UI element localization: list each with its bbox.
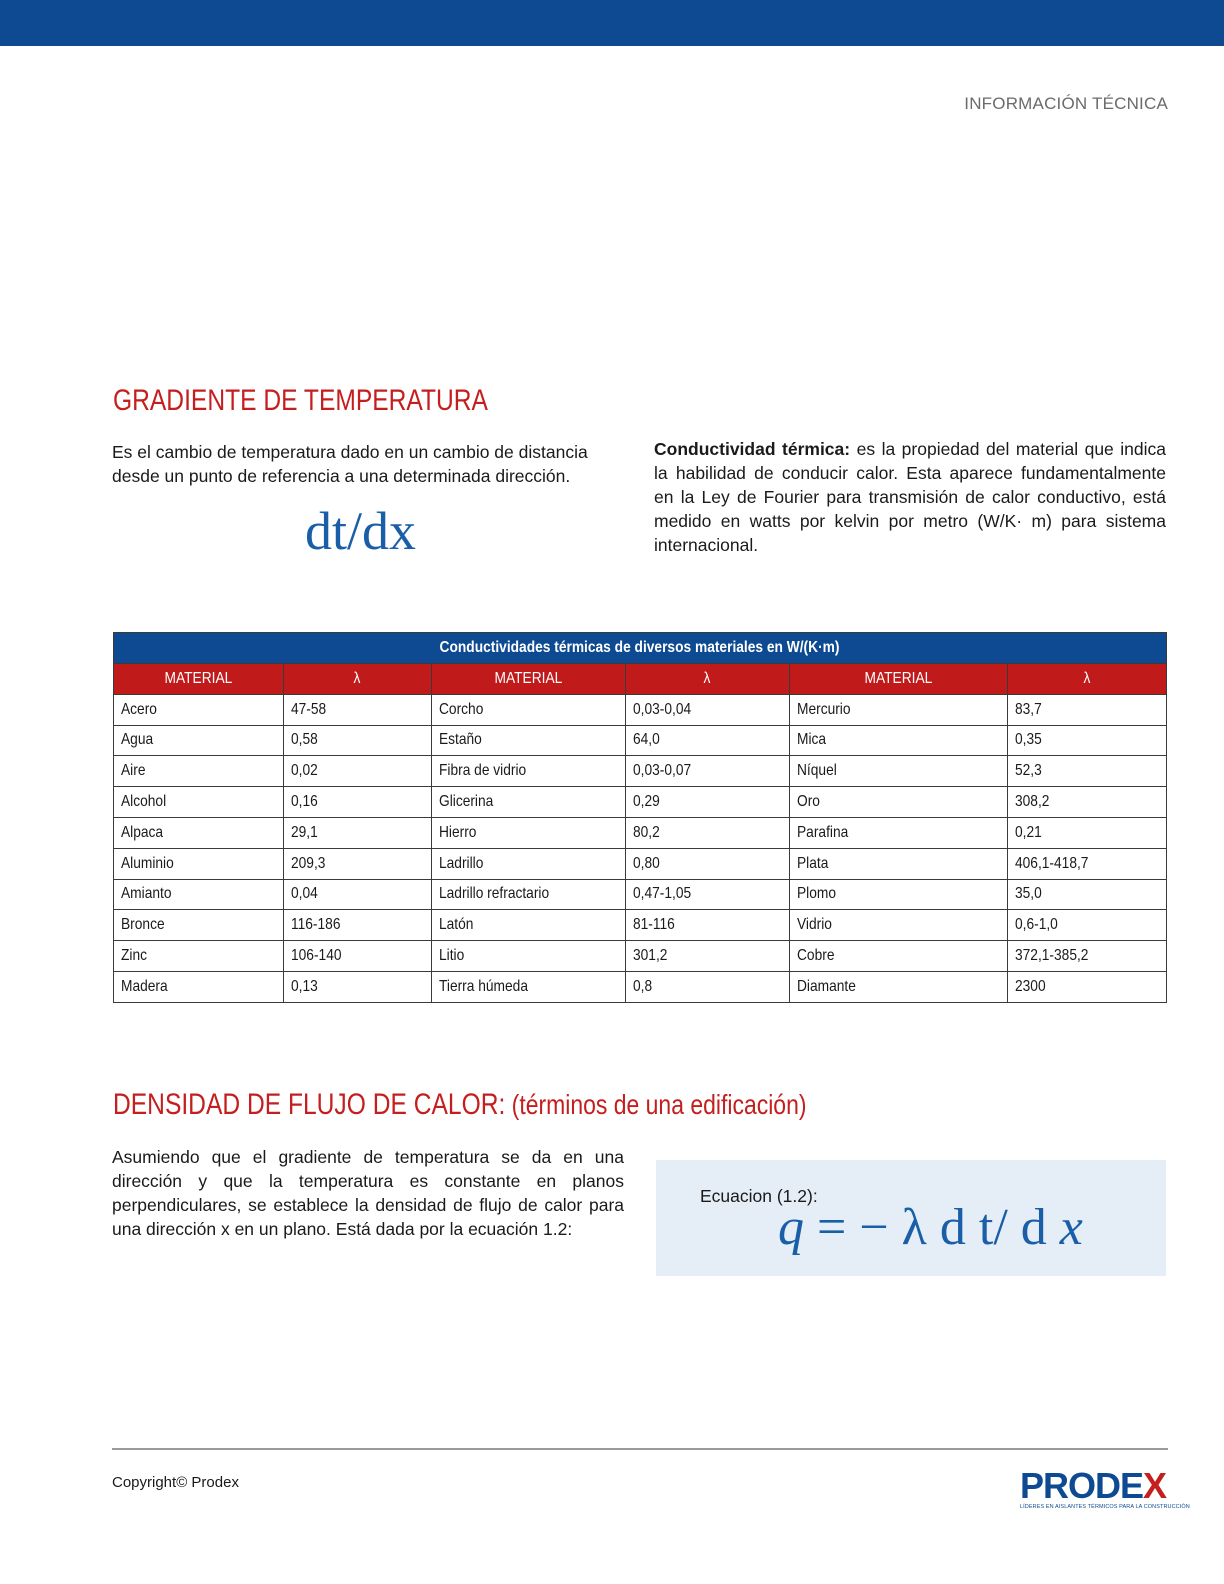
table-row	[114, 971, 1167, 1002]
material-cell: Níquel	[790, 756, 1008, 787]
table-row	[114, 817, 1167, 848]
material-cell: Aire	[114, 756, 284, 787]
copyright: Copyright© Prodex	[112, 1474, 239, 1491]
table-title: Conductividades térmicas de diversos materiales en W/(K·m)	[114, 633, 1167, 664]
material-cell: Hierro	[431, 817, 625, 848]
material-cell: Ladrillo	[431, 848, 625, 879]
material-cell: Alpaca	[114, 817, 284, 848]
conductivity-paragraph	[654, 437, 1166, 557]
lambda-cell: 0,04	[283, 879, 431, 910]
material-cell: Latón	[431, 910, 625, 941]
table-row	[114, 848, 1167, 879]
material-cell: Amianto	[114, 879, 284, 910]
section-title-densidad	[113, 1088, 806, 1122]
lambda-cell: 0,35	[1008, 725, 1167, 756]
gradient-formula: dt/dx	[305, 501, 417, 561]
lambda-cell: 0,29	[625, 787, 790, 818]
lambda-cell: 35,0	[1008, 879, 1167, 910]
prodex-logo	[1020, 1465, 1190, 1520]
column-header: λ	[1008, 664, 1167, 695]
table-row	[114, 941, 1167, 972]
lambda-cell: 2300	[1008, 971, 1167, 1002]
material-cell: Estaño	[431, 725, 625, 756]
column-header: MATERIAL	[431, 664, 625, 695]
material-cell: Litio	[431, 941, 625, 972]
material-cell: Ladrillo refractario	[431, 879, 625, 910]
conductivity-term: Conductividad térmica:	[654, 439, 851, 459]
lambda-cell: 81-116	[625, 910, 790, 941]
logo-wordmark: PRODEX	[1020, 1465, 1167, 1506]
table-header-row	[114, 664, 1167, 695]
lambda-cell: 372,1-385,2	[1008, 941, 1167, 972]
material-cell: Cobre	[790, 941, 1008, 972]
table-row	[114, 694, 1167, 725]
lambda-cell: 0,03-0,04	[625, 694, 790, 725]
lambda-cell: 64,0	[625, 725, 790, 756]
footer-divider	[112, 1448, 1168, 1450]
equation-label: Ecuacion (1.2):	[700, 1186, 818, 1206]
column-header: λ	[283, 664, 431, 695]
lambda-cell: 0,21	[1008, 817, 1167, 848]
column-header: MATERIAL	[114, 664, 284, 695]
densidad-title: DENSIDAD DE FLUJO DE CALOR:	[113, 1088, 506, 1121]
material-cell: Mica	[790, 725, 1008, 756]
header-label: INFORMACIÓN TÉCNICA	[964, 94, 1168, 113]
lambda-cell: 0,03-0,07	[625, 756, 790, 787]
lambda-cell: 0,16	[283, 787, 431, 818]
table-row	[114, 725, 1167, 756]
eq-q: q	[778, 1199, 804, 1256]
lambda-cell: 209,3	[283, 848, 431, 879]
top-banner	[0, 0, 1224, 46]
gradient-paragraph: Es el cambio de temperatura dado en un cambio de distancia desde un punto de referencia a una determinada dirección.	[112, 442, 588, 486]
conductivity-table	[113, 632, 1167, 1003]
lambda-cell: 0,13	[283, 971, 431, 1002]
column-header: λ	[625, 664, 790, 695]
material-cell: Vidrio	[790, 910, 1008, 941]
lambda-cell: 0,8	[625, 971, 790, 1002]
material-cell: Parafina	[790, 817, 1008, 848]
lambda-cell: 80,2	[625, 817, 790, 848]
material-cell: Bronce	[114, 910, 284, 941]
lambda-cell: 406,1-418,7	[1008, 848, 1167, 879]
equation-formula: q = − λ d t/ d x	[778, 1199, 1083, 1256]
material-cell: Mercurio	[790, 694, 1008, 725]
equation-box	[656, 1160, 1166, 1276]
lambda-cell: 0,80	[625, 848, 790, 879]
conductivity-definition: es la propiedad del material que indica la habilidad de conducir calor. Esta aparece fundamentalmente en la Ley de Fourier para transmisión de calor conductivo, está medido en watts por kelvin por metro (W/K· m) para sistema internacional.	[654, 439, 1166, 555]
lambda-cell: 83,7	[1008, 694, 1167, 725]
material-cell: Plata	[790, 848, 1008, 879]
flux-paragraph: Asumiendo que el gradiente de temperatura se da en una dirección y que la temperatura es constante en planos perpendiculares, se establece la densidad de flujo de calor para una dirección x en un plano. Está dada por la ecuación 1.2:	[112, 1147, 624, 1239]
lambda-cell: 308,2	[1008, 787, 1167, 818]
lambda-cell: 106-140	[283, 941, 431, 972]
material-cell: Zinc	[114, 941, 284, 972]
lambda-cell: 52,3	[1008, 756, 1167, 787]
material-cell: Agua	[114, 725, 284, 756]
logo-tagline: LÍDERES EN AISLANTES TÉRMICOS PARA LA CONSTRUCCIÓN	[1020, 1504, 1190, 1510]
lambda-cell: 0,58	[283, 725, 431, 756]
material-cell: Diamante	[790, 971, 1008, 1002]
material-cell: Fibra de vidrio	[431, 756, 625, 787]
material-cell: Corcho	[431, 694, 625, 725]
material-cell: Tierra húmeda	[431, 971, 625, 1002]
section-title-gradiente: GRADIENTE DE TEMPERATURA	[113, 384, 488, 417]
lambda-cell: 301,2	[625, 941, 790, 972]
material-cell: Alcohol	[114, 787, 284, 818]
table-row	[114, 756, 1167, 787]
lambda-cell: 0,6-1,0	[1008, 910, 1167, 941]
lambda-cell: 47-58	[283, 694, 431, 725]
lambda-cell: 0,02	[283, 756, 431, 787]
table-body	[114, 694, 1167, 1002]
table-row	[114, 879, 1167, 910]
material-cell: Aluminio	[114, 848, 284, 879]
material-cell: Acero	[114, 694, 284, 725]
material-cell: Oro	[790, 787, 1008, 818]
densidad-subtitle: (términos de una edificación)	[505, 1089, 807, 1120]
column-header: MATERIAL	[790, 664, 1008, 695]
eq-x: x	[1059, 1199, 1083, 1256]
lambda-cell: 29,1	[283, 817, 431, 848]
table-row	[114, 910, 1167, 941]
lambda-cell: 116-186	[283, 910, 431, 941]
material-cell: Madera	[114, 971, 284, 1002]
material-cell: Plomo	[790, 879, 1008, 910]
material-cell: Glicerina	[431, 787, 625, 818]
table-row	[114, 787, 1167, 818]
lambda-cell: 0,47-1,05	[625, 879, 790, 910]
